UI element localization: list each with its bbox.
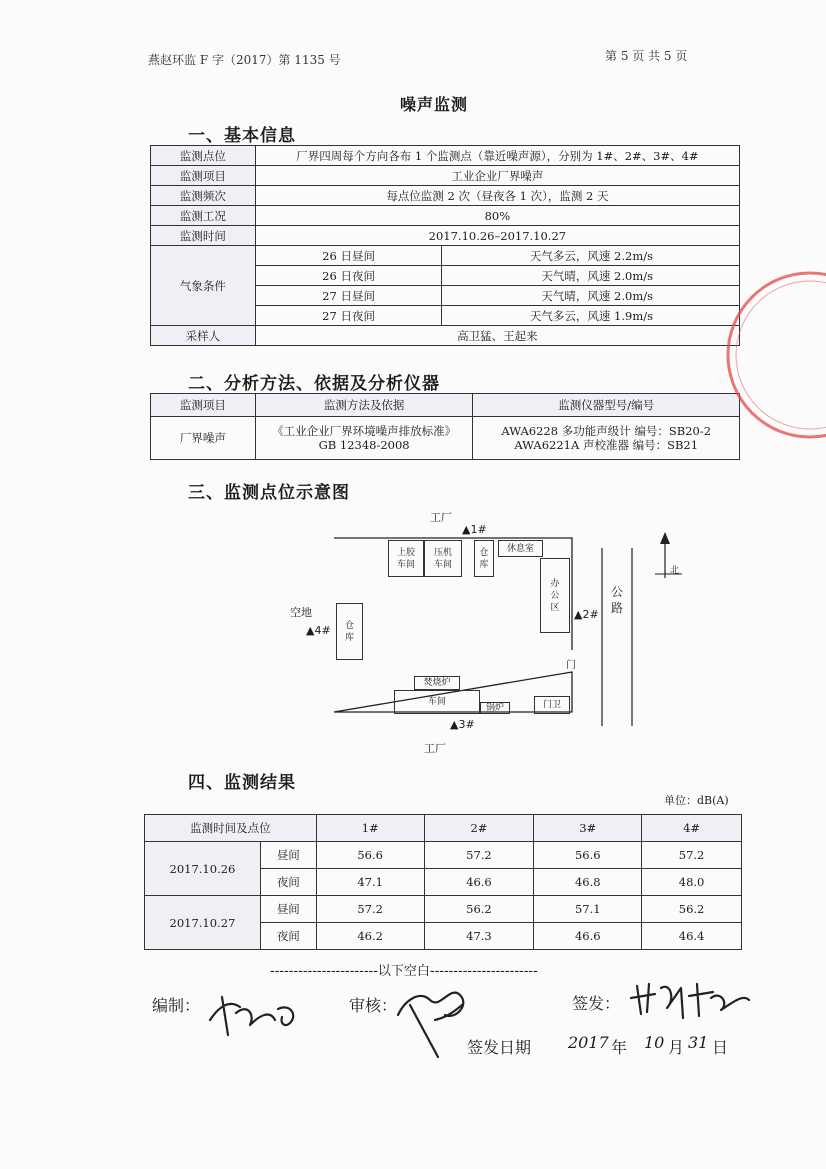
weather-desc: 天气多云，风速 2.2m/s — [442, 246, 740, 266]
results-point-2: 2# — [424, 815, 534, 842]
editor-signature — [200, 985, 320, 1045]
weather-desc: 天气多云，风速 1.9m/s — [442, 306, 740, 326]
results-date: 2017.10.26 — [145, 842, 261, 896]
weather-desc: 天气晴，风速 2.0m/s — [442, 286, 740, 306]
incinerator-label: 焚烧炉 — [423, 678, 451, 688]
value-time: 2017.10.26–2017.10.27 — [255, 226, 739, 246]
rest-room — [498, 540, 543, 557]
warehouse-left-label: 仓 库 — [344, 620, 354, 643]
instrument-line1: AWA6228 多功能声级计 编号：SB20-2 — [501, 424, 712, 438]
gate-label: 门 — [566, 660, 576, 671]
warehouse-top-label: 仓 库 — [479, 547, 489, 570]
value-sampler: 高卫猛、王起来 — [255, 326, 739, 346]
reviewer-label: 审核： — [349, 996, 398, 1015]
label-frequency: 监测频次 — [151, 186, 256, 206]
weather-time: 26 日夜间 — [255, 266, 442, 286]
label-sampler: 采样人 — [151, 326, 256, 346]
point-1-marker: ▲1# — [462, 523, 487, 536]
workshop-label: 车间 — [427, 697, 446, 707]
method-basis-line2: GB 12348-2008 — [318, 438, 410, 452]
weather-time: 26 日昼间 — [255, 246, 442, 266]
site-map-lines — [320, 530, 700, 740]
label-monitor-item: 监测项目 — [151, 166, 256, 186]
issue-year: 2017 — [568, 1033, 609, 1052]
weather-time: 27 日昼间 — [255, 286, 442, 306]
results-value: 56.6 — [534, 842, 642, 869]
press-workshop-label: 压机 车间 — [433, 547, 452, 570]
warehouse-left — [336, 603, 363, 660]
label-monitor-points: 监测点位 — [151, 146, 256, 166]
value-monitor-item: 工业企业厂界噪声 — [255, 166, 739, 186]
results-point-4: 4# — [642, 815, 742, 842]
results-value: 56.2 — [424, 896, 534, 923]
basic-info-table — [150, 145, 740, 346]
point-2-marker: ▲2# — [574, 608, 599, 621]
weather-desc: 天气晴，风速 2.0m/s — [442, 266, 740, 286]
results-period: 夜间 — [260, 869, 316, 896]
empty-land-label: 空地 — [290, 606, 312, 619]
blank-line: -----------------------以下空白----------------------- — [270, 964, 538, 979]
results-col-head: 监测时间及点位 — [145, 815, 317, 842]
issuer-label: 签发： — [572, 994, 621, 1013]
day-char: 日 — [712, 1038, 729, 1057]
glue-workshop-label: 上胶 车间 — [396, 547, 415, 570]
office-area-label: 办 公 区 — [550, 578, 560, 613]
point-3-marker: ▲3# — [450, 718, 475, 731]
results-point-1: 1# — [316, 815, 424, 842]
value-monitor-points: 厂界四周每个方向各布 1 个监测点（靠近噪声源），分别为 1#、2#、3#、4# — [255, 146, 739, 166]
north-label: 北 — [670, 566, 680, 576]
method-basis-line1: 《工业企业厂界环境噪声排放标准》 — [272, 424, 457, 438]
boiler-label: 锅炉 — [485, 703, 504, 713]
section-1-heading: 一、基本信息 — [188, 126, 296, 146]
guard-room-label: 门卫 — [542, 700, 561, 710]
workshop — [394, 690, 480, 714]
results-value: 46.2 — [316, 923, 424, 950]
results-value: 46.8 — [534, 869, 642, 896]
glue-workshop — [388, 540, 424, 577]
results-value: 46.4 — [642, 923, 742, 950]
results-point-3: 3# — [534, 815, 642, 842]
results-period: 昼间 — [260, 896, 316, 923]
issuer-signature — [625, 978, 755, 1023]
issue-day: 31 — [688, 1033, 709, 1052]
section-4-heading: 四、监测结果 — [188, 773, 296, 793]
factory-bottom-label: 工厂 — [424, 742, 446, 755]
point-4-marker: ▲4# — [306, 624, 331, 637]
label-condition: 监测工况 — [151, 206, 256, 226]
month-char: 月 — [668, 1038, 685, 1057]
method-table — [150, 393, 740, 460]
results-period: 昼间 — [260, 842, 316, 869]
guard-room — [534, 696, 570, 714]
label-time: 监测时间 — [151, 226, 256, 246]
boiler — [480, 702, 510, 714]
method-item: 厂界噪声 — [151, 417, 256, 460]
editor-label: 编制： — [152, 996, 201, 1015]
results-value: 46.6 — [534, 923, 642, 950]
results-value: 56.6 — [316, 842, 424, 869]
press-workshop — [424, 540, 462, 577]
results-value: 57.2 — [642, 842, 742, 869]
issue-date-label: 签发日期 — [467, 1038, 532, 1057]
factory-top-label: 工厂 — [430, 511, 452, 524]
results-table — [144, 814, 742, 950]
results-value: 57.1 — [534, 896, 642, 923]
weather-time: 27 日夜间 — [255, 306, 442, 326]
results-period: 夜间 — [260, 923, 316, 950]
results-value: 47.3 — [424, 923, 534, 950]
method-col-instrument: 监测仪器型号/编号 — [473, 394, 740, 417]
results-value: 48.0 — [642, 869, 742, 896]
method-col-item: 监测项目 — [151, 394, 256, 417]
results-date: 2017.10.27 — [145, 896, 261, 950]
page-info: 第 5 页 共 5 页 — [605, 49, 688, 63]
results-value: 57.2 — [424, 842, 534, 869]
warehouse-top — [474, 540, 494, 577]
label-weather: 气象条件 — [151, 246, 256, 326]
year-char: 年 — [611, 1038, 628, 1057]
value-condition: 80% — [255, 206, 739, 226]
unit-label: 单位：dB(A) — [664, 794, 729, 807]
section-3-heading: 三、监测点位示意图 — [188, 483, 350, 503]
incinerator — [414, 676, 460, 690]
results-value: 57.2 — [316, 896, 424, 923]
section-2-heading: 二、分析方法、依据及分析仪器 — [188, 374, 440, 394]
page-title: 噪声监测 — [400, 95, 469, 114]
rest-room-label: 休息室 — [506, 543, 534, 554]
office-area — [540, 558, 570, 633]
issue-month: 10 — [644, 1033, 665, 1052]
official-seal — [700, 255, 826, 455]
method-col-method: 监测方法及依据 — [255, 394, 473, 417]
results-value: 56.2 — [642, 896, 742, 923]
results-value: 46.6 — [424, 869, 534, 896]
road-label: 公 路 — [611, 585, 624, 615]
value-frequency: 每点位监测 2 次（昼夜各 1 次），监测 2 天 — [255, 186, 739, 206]
method-basis — [255, 417, 473, 460]
instrument-line2: AWA6221A 声校准器 编号：SB21 — [514, 438, 699, 452]
results-value: 47.1 — [316, 869, 424, 896]
doc-number: 燕赵环监 F 字（2017）第 1135 号 — [148, 53, 341, 67]
